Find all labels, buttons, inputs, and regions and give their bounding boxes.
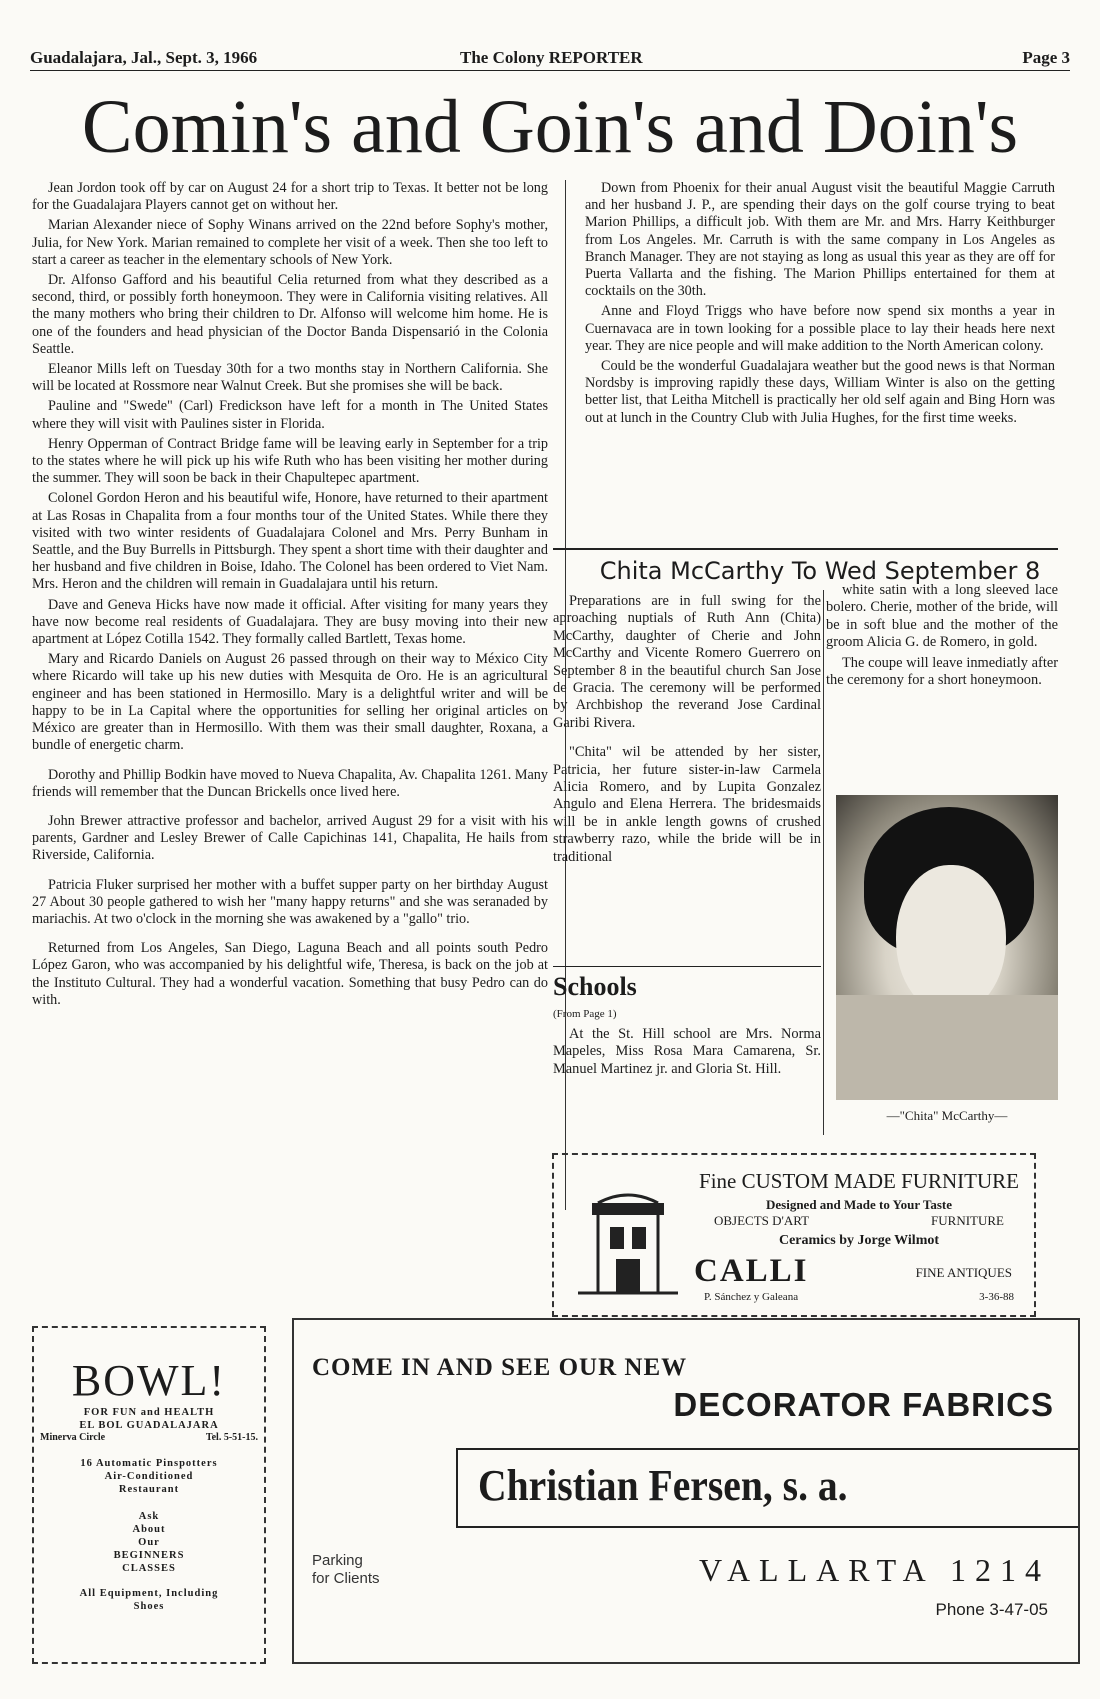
bowl-contact (34, 1432, 264, 1443)
article-paragraph: Dorothy and Phillip Bodkin have moved to Nueva Chapalita, Av. Chapalita 1261. Many friends will remember that the Duncan Brickells once lived here. (32, 766, 548, 800)
bowl-ask-line: BEGINNERS (113, 1550, 185, 1561)
parking-note (312, 1552, 380, 1588)
bowl-title: BOWL! (71, 1356, 227, 1405)
schools-from-page: (From Page 1) (553, 1008, 617, 1020)
calli-brand: CALLI (694, 1253, 809, 1289)
section-divider (553, 966, 821, 967)
fabrics-ad-title: DECORATOR FABRICS (673, 1386, 1054, 1423)
bowl-ask-line: Our (138, 1537, 160, 1548)
masthead (30, 44, 1070, 71)
wedding-column-left (553, 593, 821, 869)
furniture-label: FURNITURE (931, 1213, 1004, 1228)
article-paragraph: white satin with a long sleeved lace bolero. Cherie, mother of the bride, will be in soft blue and the mother of the groom Alicia G. de Romero, in gold. (826, 582, 1058, 651)
calli-row (694, 1253, 1024, 1289)
photo-face (896, 865, 1006, 1015)
article-paragraph: Preparations are in full swing for the aproaching nuptials of Ruth Ann (Chita) McCarthy, daughter of Cherie and John McCarthy and Vicente Romero Guerrero on September 8 in the beautiful church San Jose de Gracia. The ceremony will be performed by Archbishop the reverand Jose Cardinal Garibi Rivera. (553, 593, 821, 731)
article-paragraph: Down from Phoenix for their anual August visit the beautiful Maggie Carruth and her husband J. P., are spending their days on the golf course trying to beat Marion Phillips, a difficult job. With them are Mr. and Mrs. Harry Keithburger from Los Angeles. Mr. Carruth is with the same company in Los Angeles as Branch Manager. They are not staying as long as usual this year as they are off for Puerta Vallarta and the fishing. The Marion Phillips entertained for them at cocktails on the 30th. (585, 180, 1055, 300)
article-paragraph: Colonel Gordon Heron and his beautiful wife, Honore, have returned to their apartment at Las Rosas in Chapalita from a four months tour of the United States. While there they visited with two winter residents of Guadalajara Colonel and Mrs. Perry Bunham in Seattle, and the Buy Burrells in Pittsburgh. They spent a short time with their daughter and her husband and five children in Boise, Idaho. The Colonel has been ordered to Viet Nam. Mrs. Heron and the children will remain in Guadalajara until his return. (32, 490, 548, 593)
article-paragraph: John Brewer attractive professor and bachelor, arrived August 29 for a visit with his parents, Gardner and Lesley Brewer of Calle Capichinas 141, Chapalita, He hails from Riverside, California. (32, 812, 548, 864)
right-column-top (585, 180, 1055, 430)
bowl-equipment: Shoes (133, 1601, 165, 1612)
article-paragraph: Patricia Fluker surprised her mother with a buffet supper party on her birthday August 27 About 30 people gathered to wish her "many happy returns" and she was seranaded by mariachis. At two o'clock in the morning she was awakened by a "gallo" trio. (32, 876, 548, 927)
page-headline: Comin's and Goin's and Doin's (81, 85, 1019, 169)
article-paragraph: Henry Opperman of Contract Bridge fame will be leaving early in September for a trip to the states where he will pick up his wife Ruth who has been visiting her mother during the summer. They will soon be back in their Chapultepec apartment. (32, 435, 548, 487)
furniture-ad-title: Fine CUSTOM MADE FURNITURE (699, 1169, 1019, 1193)
article-paragraph: Dr. Alfonso Gafford and his beautiful Celia returned from what they described as a second, third, or possibly forth honeymoon. They were in California visiting relatives. All the many mothers who bring their children to Dr. Alfonso will welcome him home. He is one of the founders and head physician of the Doctor Banda Dispensarió in the Colonia Seattle. (32, 272, 548, 357)
bride-photo (836, 795, 1058, 1100)
article-paragraph: Returned from Los Angeles, San Diego, Laguna Beach and all points south Pedro López Garon, who was accompanied by his delightful wife, Theresa, is back on the job at the Instituto Cultural. They had a wonderful vacation. Something that busy Pedro can do with. (32, 940, 548, 1008)
bowl-tagline: FOR FUN and HEALTH (83, 1407, 215, 1418)
masthead-page-number: Page 3 (1022, 48, 1070, 67)
furniture-phone: 3-36-88 (979, 1291, 1014, 1303)
wedding-headline: Chita McCarthy To Wed September 8 (599, 557, 1041, 585)
fabrics-ad-intro: COME IN AND SEE OUR NEW (312, 1354, 688, 1381)
fabrics-phone: Phone 3-47-05 (935, 1600, 1048, 1619)
article-paragraph: The coupe will leave inmediatly after the ceremony for a short honeymoon. (826, 654, 1058, 689)
article-paragraph: Jean Jordon took off by car on August 24 for a short trip to Texas. It better not be long for the Guadalajara Players cannot get on without her. (32, 180, 548, 214)
bowl-phone: Tel. 5-51-15. (205, 1432, 258, 1443)
furniture-ad-tagline: Designed and Made to Your Taste (766, 1197, 952, 1212)
left-column (32, 180, 548, 1012)
schools-headline: Schools (553, 972, 637, 1001)
furniture-ad-categories (694, 1213, 1024, 1229)
bowl-ask-line: Ask (138, 1511, 160, 1522)
article-paragraph: Dave and Geneva Hicks have now made it official. After visiting for many years they have now become real residents of Guadalajara. They are busy moving into their new apartment at López Cotilla 1542. They formally called Bartlett, Texas home. (32, 596, 548, 648)
article-paragraph: Eleanor Mills left on Tuesday 30th for a two months stay in Northern California. She will be located at Rossmore near Walnut Creek. But she promises she will be back. (32, 361, 548, 395)
article-paragraph: "Chita" wil be attended by her sister, Patricia, her future sister-in-law Carmela Alicia Romero, and by Lupita Gonzalez Angulo and Elena Herrera. The bridesmaids will be in ankle length gowns of crushed strawberry razo, while the bride will be in traditional (553, 744, 821, 865)
fabrics-company-name: Christian Fersen, s. a. (478, 1461, 848, 1510)
photo-lower (836, 995, 1058, 1100)
parking-line: for Clients (312, 1570, 380, 1587)
fabrics-name-box (456, 1448, 1078, 1528)
article-paragraph: Pauline and "Swede" (Carl) Fredickson have left for a month in The United States where they will visit with Paulines sister in Florida. (32, 398, 548, 432)
parking-line: Parking (312, 1552, 363, 1569)
bowl-feature: 16 Automatic Pinspotters (80, 1458, 218, 1469)
furniture-ad-footer (694, 1291, 1024, 1303)
building-icon (578, 1193, 678, 1303)
bowl-feature: Air-Conditioned (104, 1471, 194, 1482)
article-paragraph: Anne and Floyd Triggs who have before now spend six months a year in Cuernavaca are in town looking for a possible place to lay their heads here next year. They are nice people and will make addition to the North American colony. (585, 303, 1055, 354)
bowl-equipment: All Equipment, Including (79, 1588, 219, 1599)
article-paragraph: Could be the wonderful Guadalajara weather but the good news is that Norman Nordsby is improving rapidly these days, William Winter is also on the getting better list, that Leitha Mitchell is practically her old self again and Bing Horn was out at lunch in the Country Club with Julia Hughes, for the first time weeks. (585, 358, 1055, 426)
furniture-ad (552, 1153, 1036, 1317)
bowl-ask-line: About (132, 1524, 166, 1535)
bowl-ask-line: CLASSES (122, 1563, 176, 1574)
masthead-paper-name: The Colony REPORTER (460, 48, 643, 67)
objects-label: OBJECTS D'ART (714, 1213, 810, 1228)
masthead-date: Guadalajara, Jal., Sept. 3, 1966 (30, 48, 258, 67)
photo-caption: —"Chita" McCarthy— (886, 1108, 1008, 1123)
ceramics-line: Ceramics by Jorge Wilmot (778, 1233, 940, 1248)
bowl-location: Minerva Circle (40, 1432, 106, 1443)
antiques-label: FINE ANTIQUES (915, 1265, 1012, 1280)
fabrics-ad (292, 1318, 1080, 1664)
bowl-venue: EL BOL GUADALAJARA (79, 1420, 219, 1431)
article-paragraph: Mary and Ricardo Daniels on August 26 passed through on their way to México City where Ricardo will take up his new duties with Mesquita de Oro. He is an agricultural engineer and has been stationed in Hermosillo. Mary is a delightful writer and will be happy to be in La Capital where the opportunities for selling her original articles on México are greater than in Hermosillo. With them was their small daughter, Roxana, a bundle of energetic charm. (32, 651, 548, 754)
article-paragraph: At the St. Hill school are Mrs. Norma Mapeles, Miss Rosa Mara Camarena, Sr. Manuel Martinez jr. and Gloria St. Hill. (553, 1026, 821, 1077)
fabrics-address: VALLARTA 1214 (698, 1552, 1050, 1588)
bowl-feature: Restaurant (118, 1484, 180, 1495)
bowl-ad (32, 1326, 266, 1664)
schools-column (553, 1026, 821, 1081)
furniture-address: P. Sánchez y Galeana (704, 1291, 799, 1303)
section-divider (553, 548, 1058, 550)
article-paragraph: Marian Alexander niece of Sophy Winans arrived on the 22nd before Sophy's mother, Julia, for New York. Marian remained to complete her visit of a week. Then she too left to start a career as teacher in the elementary schools of New York. (32, 217, 548, 268)
wedding-column-right (826, 582, 1058, 692)
column-divider (823, 590, 824, 1135)
